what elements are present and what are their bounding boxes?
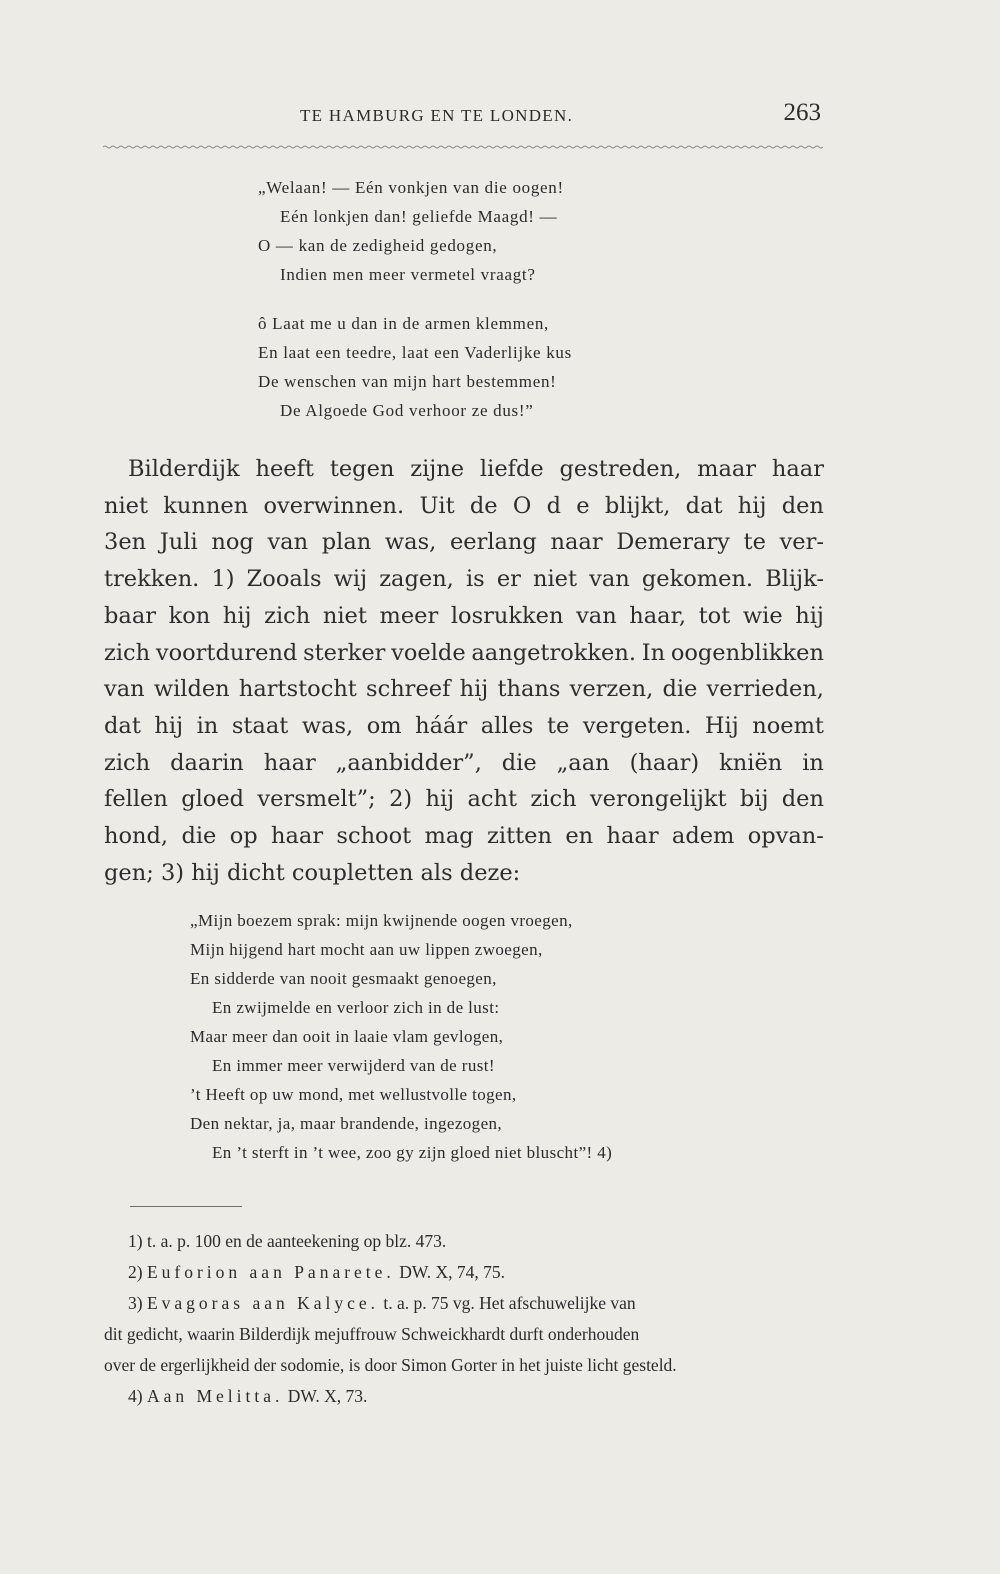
prose-word: wie: [742, 602, 783, 629]
prose-word: haar,: [629, 602, 687, 629]
prose-word: opvan-: [747, 823, 824, 850]
prose-word: zagen,: [379, 566, 454, 593]
prose-word: baar: [104, 602, 156, 629]
verse-line: ’t Heeft op uw mond, met wellustvolle togen,: [190, 1085, 517, 1104]
prose-word: Zooals: [246, 566, 322, 593]
prose-word: voelde: [391, 639, 466, 666]
verse-line: En laat een teedre, laat een Vaderlijke kus: [258, 343, 572, 362]
prose-word: die: [501, 749, 537, 776]
prose-word: wij: [333, 566, 368, 593]
prose-word: zich: [264, 602, 311, 629]
prose-word: van: [576, 602, 617, 629]
page-number: 263: [783, 99, 821, 126]
prose-word: haar: [771, 456, 824, 482]
prose-word: 3en: [104, 529, 147, 556]
prose-word: mag: [424, 823, 474, 850]
prose-word: tot: [698, 602, 731, 629]
prose-word: meer: [379, 602, 439, 629]
prose-line: [104, 818, 824, 855]
footnote-2: 2) Euforion aan Panarete. DW. X, 74, 75.: [128, 1262, 505, 1282]
prose-word: tegen: [329, 456, 395, 482]
prose-word: naar: [550, 529, 603, 556]
prose-word: blijkt,: [604, 492, 671, 519]
prose-word: de: [469, 492, 498, 519]
verse-line: Indien men meer vermetel vraagt?: [280, 265, 536, 284]
footnote-4: 4) Aan Melitta. DW. X, 73.: [128, 1386, 368, 1406]
prose-word: d: [546, 492, 561, 519]
prose-word: bij: [739, 786, 769, 813]
prose-word: om: [366, 712, 402, 739]
prose-word: voortdurend: [155, 639, 298, 666]
prose-word: die: [181, 823, 217, 850]
prose-word: was,: [384, 529, 437, 556]
prose-word: eerlang: [449, 529, 537, 556]
prose-word: noemt: [752, 712, 824, 739]
prose-word: 1): [211, 566, 235, 593]
prose-word: hij: [154, 712, 184, 739]
prose-word: nog: [211, 529, 254, 556]
footnote-3-continuation: over de ergerlijkheid der sodomie, is door Simon Gorter in het juiste licht gesteld.: [104, 1355, 677, 1375]
verse-line: De wenschen van mijn hart bestemmen!: [258, 372, 557, 391]
prose-word: hij: [459, 676, 489, 703]
prose-word: hij: [737, 492, 767, 519]
prose-word: plan: [321, 529, 372, 556]
prose-word: adem: [671, 823, 735, 850]
prose-word: verzen,: [569, 676, 654, 703]
prose-word: van: [104, 676, 145, 703]
prose-line: [104, 488, 824, 525]
footnote-title: Aan Melitta.: [146, 1386, 284, 1406]
prose-word: versmelt”;: [257, 786, 376, 813]
verse-line: „Mijn boezem sprak: mijn kwijnende oogen vroegen,: [190, 911, 573, 930]
prose-word: maar: [697, 456, 757, 482]
footnotes: [104, 1226, 829, 1412]
prose-word: daarin: [170, 749, 244, 776]
prose-word: gekomen.: [641, 566, 754, 593]
prose-word: haar: [263, 749, 316, 776]
prose-word: hij: [222, 602, 252, 629]
prose-word: is: [465, 566, 485, 593]
prose-word: ver-: [779, 529, 824, 556]
prose-word: (haar): [629, 749, 700, 776]
prose-word: Uit: [419, 492, 455, 519]
prose-word: in: [196, 712, 219, 739]
prose-word: In: [641, 639, 666, 666]
prose-word: fellen: [104, 786, 168, 813]
footnote-3-continuation: dit gedicht, waarin Bilderdijk mejuffrouw Schweickhardt durft onderhouden: [104, 1324, 640, 1344]
prose-word: er: [496, 566, 521, 593]
prose-word: hond,: [104, 823, 169, 850]
prose-word: zich: [104, 639, 151, 666]
prose-word: wilden: [153, 676, 230, 703]
prose-word: niet: [104, 492, 149, 519]
prose-word: schreef: [366, 676, 451, 703]
prose-word: staat: [231, 712, 289, 739]
prose-line: [104, 635, 824, 672]
prose-word: van: [589, 566, 630, 593]
prose-word: gestreden,: [559, 456, 682, 482]
decorative-header-rule: [103, 144, 823, 150]
running-title: TE HAMBURG EN TE LONDEN.: [300, 106, 574, 125]
prose-line: [104, 524, 824, 561]
prose-word: háár: [415, 712, 468, 739]
prose-word: niet: [533, 566, 578, 593]
prose-word: die: [662, 676, 698, 703]
prose-word: op: [229, 823, 258, 850]
prose-word: dat: [685, 492, 723, 519]
prose-word: was,: [301, 712, 354, 739]
verse-line: O — kan de zedigheid gedogen,: [258, 236, 498, 255]
verse-line: ô Laat me u dan in de armen klemmen,: [258, 314, 549, 333]
prose-paragraph: [104, 451, 824, 891]
verse-line: Maar meer dan ooit in laaie vlam gevlogen,: [190, 1027, 504, 1046]
verse-line: Den nektar, ja, maar brandende, ingezogen,: [190, 1114, 503, 1133]
prose-word: dat: [104, 712, 141, 739]
prose-word: „aanbidder”,: [335, 749, 482, 776]
prose-line: [104, 671, 824, 708]
footnote-separator: [130, 1206, 242, 1207]
prose-line: [104, 708, 824, 745]
verse-line: „Welaan! — Eén vonkjen van die oogen!: [258, 178, 564, 197]
prose-word: losrukken: [450, 602, 564, 629]
prose-word: O: [512, 492, 532, 519]
prose-word: zijne: [410, 456, 465, 482]
prose-word: sterker: [303, 639, 386, 666]
prose-word: en: [565, 823, 594, 850]
prose-line: [104, 781, 824, 818]
prose-word: verrieden,: [706, 676, 824, 703]
verse-line: En immer meer verwijderd van de rust!: [212, 1056, 495, 1075]
running-header: [300, 99, 825, 133]
prose-word: hartstocht: [238, 676, 357, 703]
prose-word: kniën: [719, 749, 783, 776]
prose-word: verongelijkt: [589, 786, 727, 813]
footnote-title: Evagoras aan Kalyce.: [146, 1293, 380, 1313]
footnote-3: 3) Evagoras aan Kalyce. t. a. p. 75 vg. Het afschuwelijke van: [128, 1293, 636, 1313]
prose-word: hij: [795, 602, 824, 629]
prose-word: thans: [497, 676, 561, 703]
verse-line: En sidderde van nooit gesmaakt genoegen,: [190, 969, 497, 988]
prose-word: gloed: [181, 786, 245, 813]
prose-word: kon: [168, 602, 211, 629]
prose-word: overwinnen.: [263, 492, 405, 519]
prose-word: 2): [389, 786, 413, 813]
prose-line: [104, 745, 824, 782]
footnote-1: 1) t. a. p. 100 en de aanteekening op blz. 473.: [128, 1231, 447, 1251]
verse-line: En zwijmelde en verloor zich in de lust:: [212, 998, 500, 1017]
prose-word: acht: [467, 786, 518, 813]
prose-word: niet: [322, 602, 367, 629]
stanza-gap: [258, 289, 572, 309]
verse-line: De Algoede God verhoor ze dus!”: [280, 401, 534, 420]
verse-line: Mijn hijgend hart mocht aan uw lippen zwoegen,: [190, 940, 543, 959]
prose-word: e: [576, 492, 590, 519]
prose-word: Hij: [704, 712, 739, 739]
prose-word: hij: [425, 786, 455, 813]
prose-word: Bilderdijk: [128, 456, 240, 482]
prose-word: liefde: [479, 456, 544, 482]
prose-word: „aan: [556, 749, 610, 776]
prose-word: vergeten.: [582, 712, 692, 739]
prose-word: in: [802, 749, 824, 776]
verse-line: En ’t sterft in ’t wee, zoo gy zijn gloed niet bluscht”! 4): [212, 1143, 613, 1162]
prose-word: heeft: [255, 456, 314, 482]
prose-word: aangetrokken.: [471, 639, 636, 666]
prose-line: gen; 3) hij dicht coupletten als deze:: [104, 859, 521, 886]
prose-line: [104, 451, 824, 488]
prose-word: haar: [271, 823, 324, 850]
prose-word: den: [781, 786, 824, 813]
prose-word: te: [546, 712, 570, 739]
prose-word: trekken.: [104, 566, 200, 593]
prose-word: oogenblikken: [670, 639, 824, 666]
prose-word: Juli: [159, 529, 198, 556]
prose-word: haar: [606, 823, 659, 850]
prose-word: den: [781, 492, 824, 519]
prose-word: zich: [104, 749, 151, 776]
footnote-title: Euforion aan Panarete.: [146, 1262, 395, 1282]
verse-block-2: [190, 906, 612, 1167]
prose-word: kunnen: [163, 492, 249, 519]
prose-word: schoot: [336, 823, 412, 850]
prose-word: alles: [480, 712, 534, 739]
prose-word: zich: [530, 786, 577, 813]
prose-line: [104, 561, 824, 598]
prose-word: zitten: [487, 823, 552, 850]
prose-word: Blijk-: [765, 566, 824, 593]
verse-line: Eén lonkjen dan! geliefde Maagd! —: [280, 207, 558, 226]
prose-word: van: [267, 529, 309, 556]
prose-word: te: [743, 529, 766, 556]
prose-line: [104, 598, 824, 635]
verse-block-1: [258, 173, 572, 425]
prose-word: Demerary: [616, 529, 730, 556]
